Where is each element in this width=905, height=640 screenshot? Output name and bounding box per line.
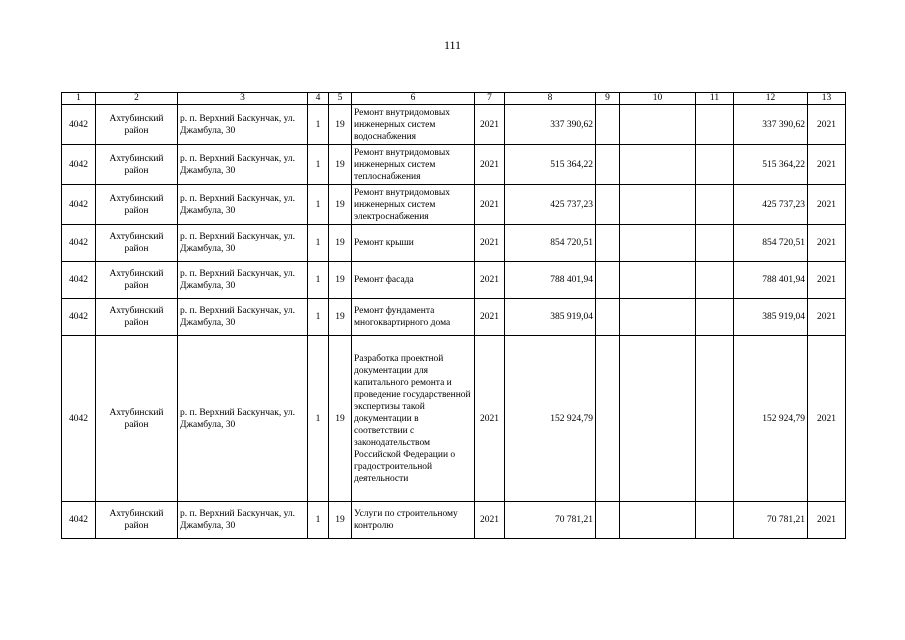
cell-col10 [620, 502, 696, 539]
cell-fund-cost: 425 737,23 [734, 185, 808, 225]
column-header: 4 [308, 93, 329, 105]
cell-fund-cost: 152 924,79 [734, 336, 808, 502]
cell-col5: 19 [329, 299, 352, 336]
cell-col5: 19 [329, 185, 352, 225]
column-header: 5 [329, 93, 352, 105]
cell-code: 4042 [62, 145, 96, 185]
cell-end-year: 2021 [808, 336, 846, 502]
cell-col11 [696, 105, 734, 145]
cell-district: Ахтубинский район [96, 502, 178, 539]
cell-total-cost: 337 390,62 [505, 105, 596, 145]
table-row [62, 502, 846, 539]
cell-col11 [696, 185, 734, 225]
cell-code: 4042 [62, 262, 96, 299]
cell-district: Ахтубинский район [96, 185, 178, 225]
cell-address: р. п. Верхний Баскунчак, ул. Джамбула, 30 [178, 145, 308, 185]
header-row [62, 93, 846, 105]
cell-col11 [696, 299, 734, 336]
cell-col9 [596, 502, 620, 539]
cell-year: 2021 [475, 105, 505, 145]
cell-address: р. п. Верхний Баскунчак, ул. Джамбула, 30 [178, 299, 308, 336]
table-row [62, 336, 846, 502]
table-row [62, 185, 846, 225]
cell-district: Ахтубинский район [96, 105, 178, 145]
cell-total-cost: 788 401,94 [505, 262, 596, 299]
cell-address: р. п. Верхний Баскунчак, ул. Джамбула, 30 [178, 105, 308, 145]
cell-end-year: 2021 [808, 225, 846, 262]
cell-work-type: Разработка проектной документации для капитального ремонта и проведение государственной экспертизы такой документации в соответствии с законодательством Российской Федерации о градостроительной деятельности [352, 336, 475, 502]
cell-year: 2021 [475, 225, 505, 262]
cell-address: р. п. Верхний Баскунчак, ул. Джамбула, 30 [178, 502, 308, 539]
cell-col4: 1 [308, 105, 329, 145]
cell-year: 2021 [475, 145, 505, 185]
cell-year: 2021 [475, 336, 505, 502]
cell-col9 [596, 336, 620, 502]
table-row [62, 299, 846, 336]
cell-district: Ахтубинский район [96, 299, 178, 336]
cell-work-type: Услуги по строительному контролю [352, 502, 475, 539]
cell-col10 [620, 299, 696, 336]
cell-col4: 1 [308, 336, 329, 502]
cell-year: 2021 [475, 185, 505, 225]
cell-col9 [596, 225, 620, 262]
cell-col5: 19 [329, 105, 352, 145]
cell-total-cost: 70 781,21 [505, 502, 596, 539]
cell-col11 [696, 145, 734, 185]
cell-year: 2021 [475, 262, 505, 299]
cell-work-type: Ремонт внутридомовых инженерных систем теплоснабжения [352, 145, 475, 185]
cell-col10 [620, 262, 696, 299]
column-header: 2 [96, 93, 178, 105]
cell-col5: 19 [329, 502, 352, 539]
cell-end-year: 2021 [808, 502, 846, 539]
cell-col9 [596, 145, 620, 185]
cell-col4: 1 [308, 145, 329, 185]
cell-col5: 19 [329, 225, 352, 262]
cell-work-type: Ремонт крыши [352, 225, 475, 262]
table-row [62, 262, 846, 299]
column-header: 9 [596, 93, 620, 105]
cell-fund-cost: 788 401,94 [734, 262, 808, 299]
cell-code: 4042 [62, 185, 96, 225]
cell-col4: 1 [308, 185, 329, 225]
cell-code: 4042 [62, 299, 96, 336]
table-row [62, 145, 846, 185]
cell-col11 [696, 225, 734, 262]
cell-fund-cost: 70 781,21 [734, 502, 808, 539]
table-row [62, 225, 846, 262]
cell-end-year: 2021 [808, 299, 846, 336]
cell-address: р. п. Верхний Баскунчак, ул. Джамбула, 30 [178, 336, 308, 502]
cell-fund-cost: 515 364,22 [734, 145, 808, 185]
cell-work-type: Ремонт фасада [352, 262, 475, 299]
page-number: 111 [443, 38, 462, 52]
cell-code: 4042 [62, 105, 96, 145]
cell-address: р. п. Верхний Баскунчак, ул. Джамбула, 30 [178, 225, 308, 262]
cell-col10 [620, 105, 696, 145]
cell-year: 2021 [475, 299, 505, 336]
cell-code: 4042 [62, 336, 96, 502]
cell-col10 [620, 145, 696, 185]
cell-end-year: 2021 [808, 105, 846, 145]
cell-col4: 1 [308, 502, 329, 539]
cell-fund-cost: 385 919,04 [734, 299, 808, 336]
column-header: 1 [62, 93, 96, 105]
cell-work-type: Ремонт внутридомовых инженерных систем водоснабжения [352, 105, 475, 145]
column-header: 13 [808, 93, 846, 105]
cell-address: р. п. Верхний Баскунчак, ул. Джамбула, 30 [178, 185, 308, 225]
cell-end-year: 2021 [808, 145, 846, 185]
cell-col9 [596, 105, 620, 145]
cell-district: Ахтубинский район [96, 262, 178, 299]
capital-repair-table [61, 92, 846, 539]
cell-col10 [620, 336, 696, 502]
cell-district: Ахтубинский район [96, 145, 178, 185]
cell-end-year: 2021 [808, 262, 846, 299]
column-header: 10 [620, 93, 696, 105]
cell-col9 [596, 262, 620, 299]
cell-col5: 19 [329, 145, 352, 185]
column-header: 3 [178, 93, 308, 105]
cell-col10 [620, 225, 696, 262]
cell-code: 4042 [62, 502, 96, 539]
cell-col11 [696, 502, 734, 539]
cell-district: Ахтубинский район [96, 225, 178, 262]
cell-end-year: 2021 [808, 185, 846, 225]
cell-col4: 1 [308, 299, 329, 336]
cell-fund-cost: 337 390,62 [734, 105, 808, 145]
cell-fund-cost: 854 720,51 [734, 225, 808, 262]
cell-col11 [696, 336, 734, 502]
cell-work-type: Ремонт фундамента многоквартирного дома [352, 299, 475, 336]
table-row [62, 105, 846, 145]
cell-col10 [620, 185, 696, 225]
cell-total-cost: 152 924,79 [505, 336, 596, 502]
column-header: 11 [696, 93, 734, 105]
cell-col9 [596, 185, 620, 225]
cell-total-cost: 385 919,04 [505, 299, 596, 336]
column-header: 6 [352, 93, 475, 105]
cell-col5: 19 [329, 336, 352, 502]
cell-address: р. п. Верхний Баскунчак, ул. Джамбула, 30 [178, 262, 308, 299]
cell-col5: 19 [329, 262, 352, 299]
cell-col4: 1 [308, 262, 329, 299]
column-header: 12 [734, 93, 808, 105]
cell-work-type: Ремонт внутридомовых инженерных систем электроснабжения [352, 185, 475, 225]
cell-col11 [696, 262, 734, 299]
cell-district: Ахтубинский район [96, 336, 178, 502]
cell-total-cost: 854 720,51 [505, 225, 596, 262]
column-header: 7 [475, 93, 505, 105]
cell-year: 2021 [475, 502, 505, 539]
cell-total-cost: 425 737,23 [505, 185, 596, 225]
cell-col4: 1 [308, 225, 329, 262]
cell-col9 [596, 299, 620, 336]
cell-code: 4042 [62, 225, 96, 262]
column-header: 8 [505, 93, 596, 105]
cell-total-cost: 515 364,22 [505, 145, 596, 185]
